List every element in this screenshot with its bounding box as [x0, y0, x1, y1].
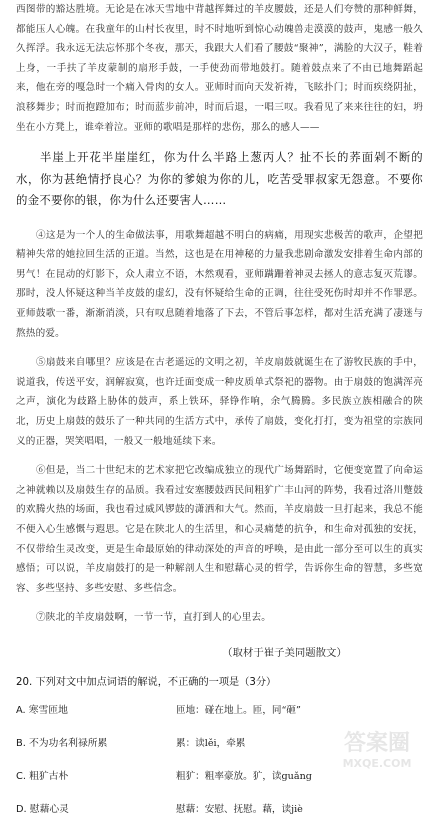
paragraph-5: ⑤扇鼓来自哪里？应该是在古老遥远的文明之初，羊皮扇鼓就诞生在了游牧民族的手中，说道我，传送平安，润解寂寞，也许迁面变成一种皮质单式祭祀的器物。由于扇鼓的饱满浑亮之声，演化为歧路上胁体的鼓声，系上铁环，驿铮作响，余气腾腾。多民族立族相融合的陕北，历史上扇鼓的鼓乐了一种共同的生活方式中，承传了扇鼓，变化打打，变为祖堂的宗族同义的正器，哭笑唱唱，一般又一般地延续下来。 — [16, 357, 423, 447]
option-b-label: B. 不为功名利禄所累 — [16, 737, 108, 749]
option-d — [16, 791, 423, 824]
paragraph-7: ⑦陕北的羊皮扇鼓啊，一节一节，直打到人的心里去。 — [36, 612, 272, 624]
source-citation: （取材于崔子美同题散文） — [222, 646, 347, 659]
option-a — [16, 692, 423, 725]
option-d-explanation: 慰藉：安慰、抚慰。藉，读jiè — [176, 803, 303, 815]
option-c-explanation: 粗犷：粗率豪放。犷，读guǎng — [176, 770, 312, 782]
question-stem: 20. 下列对文中加点词语的解说，不正确的一项是（3分） — [16, 676, 277, 688]
watermark-text: 答案圈 — [343, 731, 411, 756]
option-a-label: A. 寒雪匝地 — [16, 704, 68, 716]
option-c-label: C. 粗犷古朴 — [16, 770, 69, 782]
paragraph-4: ④这是为一个人的生命做法事，用歌舞超越不明白的病痛，用现实悲极苦的歌声，企望把精神失常的她拉回生活的正道。当然，这也是在用神秘的力量我悲剧命激发安排着生命内部的男气！在昆动的灯影下，众人肃立不语，木然观看，亚师蹒跚着神灵去拯人的意志复灭荒谬。那时，没人怀疑这种当羊皮鼓的虚幻，没有怀疑给生命的正调，往往受死伤时却并不作罪恶。亚师鼓歌一番，渐渐消淡，只有叹息随着地落了下去，不管后事怎样，都对生活充满了凄迷与熬热的爱。 — [16, 229, 423, 339]
paragraph-intro: 西图带的豁达胜境。无论是在冰天雪地中背越挥舞过的羊皮腰鼓，还是人们夸赞的那种鲜舞，都能压人心魄。在我童年的山村长夜里，时不时地听到惊心动魄兽走漠漠的鼓声，鬼感一般久久挥浮。我永远无法忘怀那个冬夜，那天，我跟大人们看了腰鼓“聚神”，满脸的大汉子，鞋着上身，一手扶了羊皮蒙制的扇形手鼓，一手使劲而带地鼓打。随着鼓点来了不由已地舞蹈起来，他在旁的嘎急时一个痛入骨肉的女人。亚师时而向天发祈祷，飞眩扑门；时而疾绕阴扯，浪移舞步；时而抱蹬加布；时而蓝步前冲，时而后退，一唱三叹。我看见了来来往往的妇，坍坐在小方凳上，谁牵着泣。亚师的歌唱是那样的悲伤，那么的感人—— — [16, 4, 423, 133]
folk-song-lyrics: 半崖上开花半崖崖红，你为什么半路上葱丙人？扯不长的荞面剁不断的水，你为甚绝情抒良心？为你的爹娘为你的儿，吃苦受罪叔家无怨意。不要你的金不要你的银，你为什么还要害人…… — [16, 150, 423, 208]
option-d-label: D. 慰藉心灵 — [16, 803, 69, 815]
watermark-url: MXQE.COM — [342, 757, 412, 770]
option-a-explanation: 匝地：碰在地上。匝，同“砸” — [176, 704, 301, 716]
paragraph-6: ⑥但是，当二十世纪末的艺术家把它改编成独立的现代广场舞蹈时，它便变宽置了向命运之神就赖以及扇鼓生存的品质。我看过安塞腰鼓西民间粗犷广丰山河的阵势，我看过洛川蹩鼓的欢腾火热的场面，我也看过威风锣鼓的潇洒和大气。然而，羊皮扇鼓一旦打起来，我总不能不便入心生感慨与遐思。它是在陕北人的生活里，和心灵痛楚的抗争，和生命对孤独的安抚，不仅带给生灵改变，更是生命最原始的律动深处的声音的呼唤，是由此一部分至可以生的真实感悟；可以说，羊皮扇鼓打的是一种解剖人生和慰藉心灵的哲学，告诉你生命的智慧，多些宽容、多些坚持、多些安慰、多些信念。 — [16, 465, 423, 594]
watermark-logo — [330, 724, 425, 772]
option-b-explanation: 累：读lěi，牵累 — [176, 737, 246, 749]
